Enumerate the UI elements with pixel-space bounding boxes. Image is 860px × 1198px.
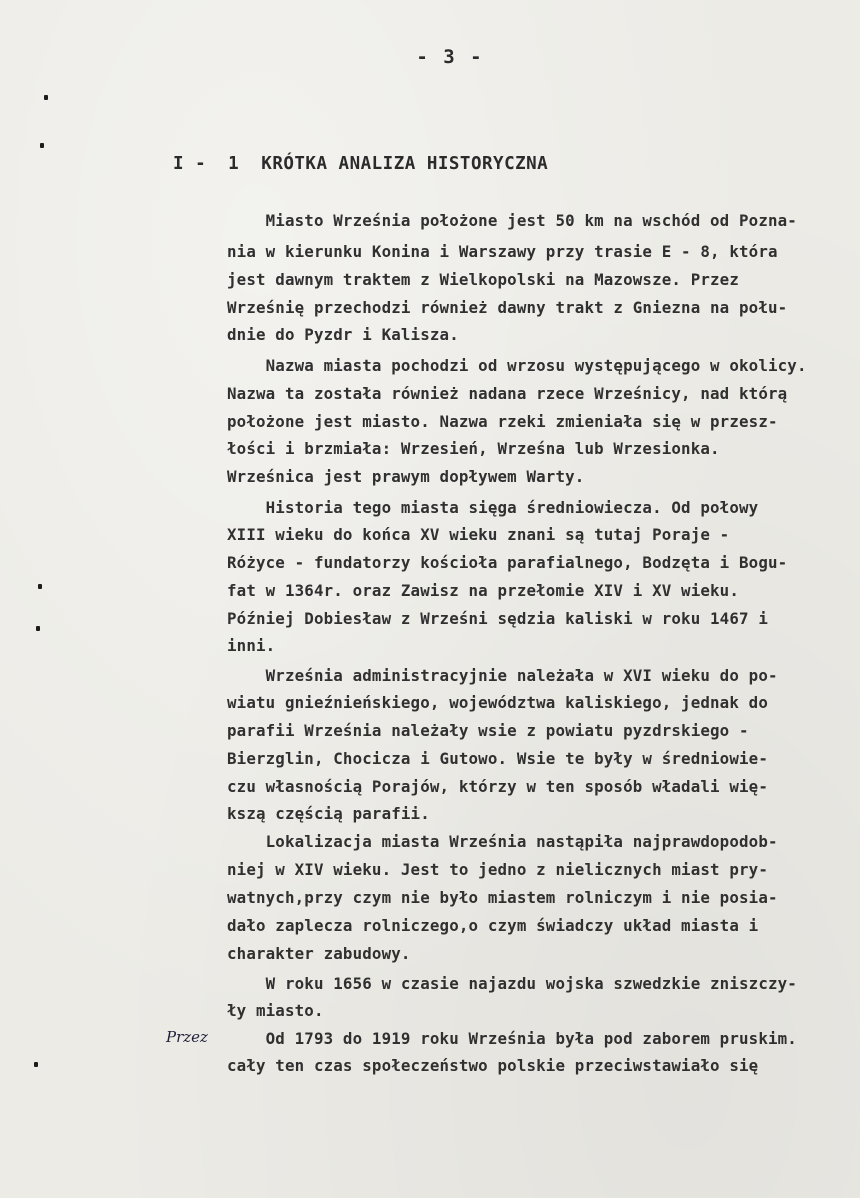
text-line: charakter zabudowy. [227,944,411,963]
text-line: Różyce - fundatorzy kościoła parafialnego, Bodzęta i Bogu- [227,553,788,572]
text-line: Września administracyjnie należała w XVI wieku do po- [227,666,778,685]
punch-hole-mark [38,584,42,589]
text-line: parafii Września należały wsie z powiatu pyzdrskiego - [227,721,749,740]
text-line: fat w 1364r. oraz Zawisz na przełomie XIV i XV wieku. [227,581,740,600]
text-line: jest dawnym traktem z Wielkopolski na Mazowsze. Przez [227,270,740,289]
handwritten-margin-note: Przez [166,1028,208,1046]
text-line: Bierzglin, Chocicza i Gutowo. Wsie te były w średniowie- [227,749,768,768]
punch-hole-mark [40,143,44,148]
text-line: położone jest miasto. Nazwa rzeki zmieniała się w przesz- [227,412,778,431]
text-line: Nazwa ta została również nadana rzece Wrześnicy, nad którą [227,384,788,403]
text-line: Później Dobiesław z Wrześni sędzia kaliski w roku 1467 i [227,609,768,628]
text-line: niej w XIV wieku. Jest to jedno z nielicznych miast pry- [227,860,768,879]
text-line: dało zaplecza rolniczego,o czym świadczy układ miasta i [227,916,759,935]
text-line: Wrześnica jest prawym dopływem Warty. [227,467,585,486]
text-line: Lokalizacja miasta Września nastąpiła najprawdopodob- [227,832,778,851]
text-line: Nazwa miasta pochodzi od wrzosu występującego w okolicy. [227,356,807,375]
text-line: XIII wieku do końca XV wieku znani są tutaj Poraje - [227,525,730,544]
text-line: watnych,przy czym nie było miastem rolniczym i nie posia- [227,888,778,907]
text-line: W roku 1656 w czasie najazdu wojska szwedzkie zniszczy- [227,974,797,993]
text-line: Wrześnię przechodzi również dawny trakt z Gniezna na połu- [227,298,788,317]
text-line: ły miasto. [227,1001,324,1020]
text-line: Miasto Września położone jest 50 km na wschód od Pozna- [227,211,797,230]
text-line: Od 1793 do 1919 roku Września była pod zaborem pruskim. [227,1029,797,1048]
page-number: - 3 - [416,46,484,68]
punch-hole-mark [36,626,40,631]
section-heading: I - 1 KRÓTKA ANALIZA HISTORYCZNA [173,154,549,174]
text-line: Historia tego miasta sięga średniowiecza. Od połowy [227,498,759,517]
text-line: łości i brzmiała: Wrzesień, Wrześna lub Wrzesionka. [227,439,720,458]
punch-hole-mark [34,1062,38,1067]
text-line: dnie do Pyzdr i Kalisza. [227,325,459,344]
text-line: inni. [227,636,276,655]
text-line: kszą częścią parafii. [227,804,430,823]
text-line: nia w kierunku Konina i Warszawy przy trasie E - 8, która [227,242,778,261]
text-line: wiatu gnieźnieńskiego, województwa kaliskiego, jednak do [227,693,768,712]
text-line: cały ten czas społeczeństwo polskie przeciwstawiało się [227,1056,759,1075]
punch-hole-mark [44,95,48,100]
text-line: czu własnością Porajów, którzy w ten sposób władali wię- [227,777,768,796]
